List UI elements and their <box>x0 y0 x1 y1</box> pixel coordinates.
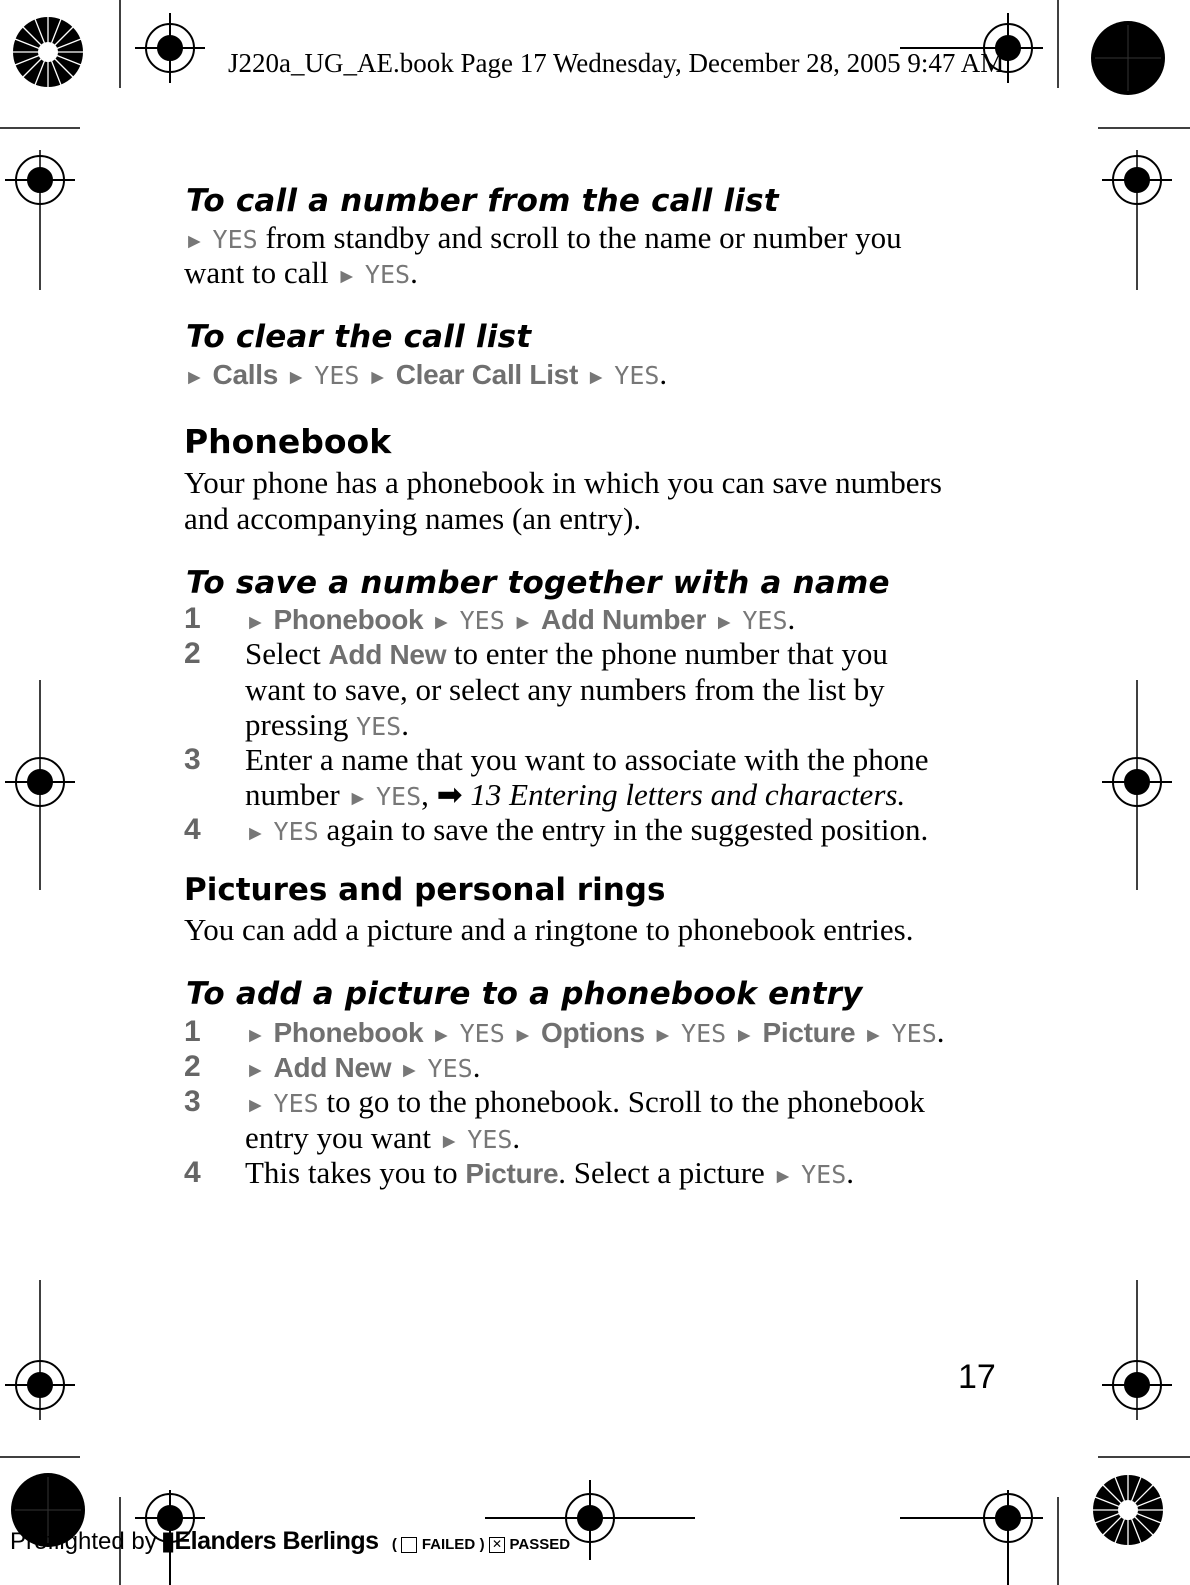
clear-list-instruction <box>184 356 667 395</box>
step-number: 1 <box>184 1015 201 1048</box>
key-yes: YES <box>427 1054 473 1083</box>
brand-name: Elanders Berlings <box>174 1527 379 1555</box>
arrow-icon: ► <box>431 610 452 634</box>
failed-label: FAILED <box>421 1536 476 1553</box>
menu-calls: Calls <box>212 359 278 390</box>
heading-save-number: To save a number together with a name <box>186 565 890 601</box>
see-reference-arrow-icon: ➡ <box>436 777 463 812</box>
heading-pictures-rings: Pictures and personal rings <box>184 872 666 908</box>
call-list-instruction-line-1 <box>184 220 902 259</box>
call-list-instruction-line-2 <box>184 255 418 294</box>
heading-phonebook: Phonebook <box>184 422 392 461</box>
key-yes: YES <box>364 260 411 289</box>
target-top-left <box>135 13 205 83</box>
target-bottom-right <box>900 1490 1043 1585</box>
menu-picture: Picture <box>762 1017 856 1048</box>
step-text: Select <box>245 636 329 671</box>
punctuation: , <box>421 777 429 812</box>
step-text: . Select a picture <box>558 1155 773 1190</box>
punctuation: . <box>659 356 668 391</box>
arrow-icon: ► <box>245 1023 266 1047</box>
open-paren: ( <box>391 1536 397 1553</box>
arrow-icon: ► <box>438 1129 460 1153</box>
step-text: to enter the phone number that you <box>446 636 888 671</box>
menu-clear-call-list: Clear Call List <box>395 359 578 390</box>
menu-add-new: Add New <box>328 639 447 670</box>
menu-add-number: Add Number <box>541 604 707 635</box>
step-number: 2 <box>184 637 201 670</box>
arrow-icon: ► <box>772 1164 794 1188</box>
key-yes: YES <box>273 817 319 846</box>
elanders-logo: ▮ <box>161 1527 175 1555</box>
menu-phonebook: Phonebook <box>273 1017 424 1048</box>
arrow-icon: ► <box>398 1058 420 1082</box>
arrow-icon: ► <box>285 365 307 389</box>
arrow-icon: ► <box>245 1093 266 1117</box>
step-text: pressing <box>245 707 357 742</box>
key-yes: YES <box>376 782 422 811</box>
key-yes: YES <box>467 1125 513 1154</box>
step-number: 1 <box>184 602 201 635</box>
instruction-text: from standby and scroll to the name or number you <box>257 220 902 255</box>
menu-phonebook: Phonebook <box>273 604 424 635</box>
solid-disc-top-right <box>1091 21 1165 95</box>
punctuation: . <box>897 777 906 812</box>
menu-add-new: Add New <box>273 1052 392 1083</box>
step-number: 4 <box>184 813 201 846</box>
instruction-text: want to call <box>184 255 337 290</box>
punctuation: . <box>472 1049 481 1084</box>
key-yes: YES <box>459 1019 505 1048</box>
starburst-top-left <box>13 17 83 87</box>
key-yes: YES <box>212 225 258 254</box>
key-yes: YES <box>801 1160 847 1189</box>
page-reference: 13 Entering letters and characters <box>462 777 898 812</box>
arrow-icon: ► <box>367 365 388 389</box>
passed-checkbox: ✕ <box>489 1537 505 1553</box>
punctuation: . <box>410 255 418 290</box>
step-text: This takes you to <box>245 1155 466 1190</box>
phonebook-intro-line-1: Your phone has a phonebook in which you can save numbers <box>184 465 942 500</box>
step-text: want to save, or select any numbers from the list by <box>245 672 885 707</box>
menu-picture: Picture <box>465 1158 559 1189</box>
arrow-icon: ► <box>585 365 607 389</box>
arrow-icon: ► <box>652 1023 674 1047</box>
arrow-icon: ► <box>431 1023 452 1047</box>
punctuation: . <box>846 1155 855 1190</box>
key-yes: YES <box>891 1019 937 1048</box>
step-number: 3 <box>184 1085 201 1118</box>
key-yes: YES <box>356 712 402 741</box>
passed-label: PASSED <box>509 1536 571 1553</box>
phonebook-intro-line-2: and accompanying names (an entry). <box>184 501 642 536</box>
punctuation: . <box>936 1014 945 1049</box>
punctuation: . <box>787 601 796 636</box>
menu-options: Options <box>541 1017 645 1048</box>
step-text: Enter a name that you want to associate with the phone <box>245 742 929 777</box>
step-text: to go to the phonebook. Scroll to the phonebook <box>318 1084 925 1119</box>
arrow-icon: ► <box>733 1023 755 1047</box>
arrow-icon: ► <box>713 610 735 634</box>
step-number: 2 <box>184 1050 201 1083</box>
failed-checkbox <box>401 1537 417 1553</box>
arrow-icon: ► <box>512 1023 534 1047</box>
arrow-icon: ► <box>245 821 266 845</box>
step-number: 3 <box>184 743 201 776</box>
close-paren: ) <box>479 1536 485 1553</box>
heading-clear-call-list: To clear the call list <box>186 319 532 355</box>
arrow-icon: ► <box>336 264 358 288</box>
arrow-icon: ► <box>184 365 205 389</box>
key-yes: YES <box>273 1089 319 1118</box>
key-yes: YES <box>742 606 788 635</box>
preflighted-label: Preflighted by <box>10 1528 157 1555</box>
preflight-footer <box>10 1526 570 1556</box>
heading-call-from-list: To call a number from the call list <box>186 183 779 219</box>
print-header: J220a_UG_AE.book Page 17 Wednesday, December 28, 2005 9:47 AM <box>228 48 1005 78</box>
arrow-icon: ► <box>245 1058 266 1082</box>
heading-add-picture: To add a picture to a phonebook entry <box>186 976 863 1012</box>
arrow-icon: ► <box>184 229 205 253</box>
key-yes: YES <box>459 606 505 635</box>
step-number: 4 <box>184 1156 201 1189</box>
step-text: number <box>245 777 348 812</box>
punctuation: . <box>512 1120 521 1155</box>
step-text: again to save the entry in the suggested position. <box>318 812 929 847</box>
starburst-bottom-right <box>1093 1475 1163 1545</box>
key-yes: YES <box>681 1019 727 1048</box>
arrow-icon: ► <box>512 610 534 634</box>
arrow-icon: ► <box>245 610 266 634</box>
key-yes: YES <box>614 361 660 390</box>
arrow-icon: ► <box>863 1023 884 1047</box>
step-text: entry you want <box>245 1120 439 1155</box>
key-yes: YES <box>314 361 360 390</box>
page-number: 17 <box>958 1358 996 1396</box>
pictures-intro: You can add a picture and a ringtone to phonebook entries. <box>184 912 914 947</box>
punctuation: . <box>401 707 409 742</box>
arrow-icon: ► <box>347 786 369 810</box>
